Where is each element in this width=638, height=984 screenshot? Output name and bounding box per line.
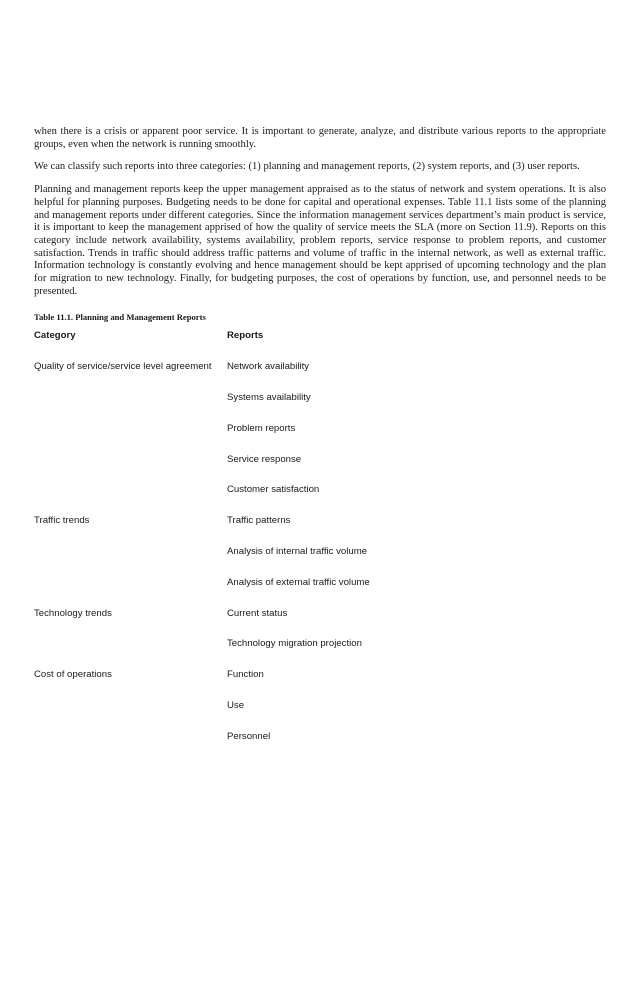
table-row [34, 700, 606, 731]
table-row [34, 392, 606, 423]
table-title: Table 11.1. Planning and Management Reports [34, 312, 206, 323]
table-cell-report: Network availability [227, 361, 310, 373]
table-row [34, 608, 606, 639]
paragraph-reports-intro: when there is a crisis or apparent poor service. It is important to generate, analyze, and distribute various reports to the appropriate groups, even when the network is running smoothly. [34, 126, 606, 150]
table-cell-report: Analysis of external traffic volume [227, 576, 370, 588]
table-row [34, 423, 606, 454]
table-cell-report: Current status [227, 607, 288, 619]
table-cell-category: Cost of operations [34, 669, 112, 681]
table-row [34, 731, 606, 762]
table-row [34, 484, 606, 515]
table-row [34, 577, 606, 608]
table-cell-report: Analysis of internal traffic volume [227, 546, 368, 558]
paragraph-planning-management: Planning and management reports keep the upper management appraised as to the status of network and system operations. It is also helpful for planning purposes. Budgeting needs to be done for capital and operational expenses. Table 11.1 lists some of the planning and management reports under different categories. Since the information management services department’s main product is service, it is important to keep the management apprised of how the quality of service meets the SLA (more on Section 11.9). Reports on this category include network availability, systems availability, problem reports, service response to problem reports, and customer satisfaction. Trends in traffic should address traffic patterns and volume of traffic in the internal network, as well as external traffic. Information technology is constantly evolving and hence management should be kept apprised of upcoming technology and the plan for migration to new technology. Finally, for budgeting purposes, the cost of operations by function, use, and personnel needs to be presented. [34, 184, 606, 297]
table-cell-report: Customer satisfaction [227, 484, 320, 496]
table-cell-category: Traffic trends [34, 515, 90, 527]
document-page [34, 126, 606, 762]
table-cell-report: Personnel [227, 730, 271, 742]
table-cell-category: Technology trends [34, 607, 112, 619]
table-cell-report: Service response [227, 453, 302, 465]
table-header-row [34, 330, 606, 361]
table-cell-category: Quality of service/service level agreement [34, 361, 212, 373]
table-row [34, 638, 606, 669]
planning-management-table [34, 330, 606, 761]
table-header-category: Category [34, 330, 76, 342]
table-cell-report: Use [227, 700, 245, 711]
table-header-reports: Reports [227, 330, 264, 342]
table-row [34, 515, 606, 546]
table-cell-report: Systems availability [227, 392, 311, 404]
table-row [34, 361, 606, 392]
table-cell-report: Function [227, 669, 264, 681]
table-cell-report: Technology migration projection [227, 638, 362, 650]
table-cell-report: Problem reports [227, 422, 296, 434]
table-cell-report: Traffic patterns [227, 515, 291, 527]
paragraph-report-categories: We can classify such reports into three categories: (1) planning and management reports, (2) system reports, and (3) user reports. [34, 161, 580, 173]
table-row [34, 669, 606, 700]
table-row [34, 546, 606, 577]
table-row [34, 454, 606, 485]
